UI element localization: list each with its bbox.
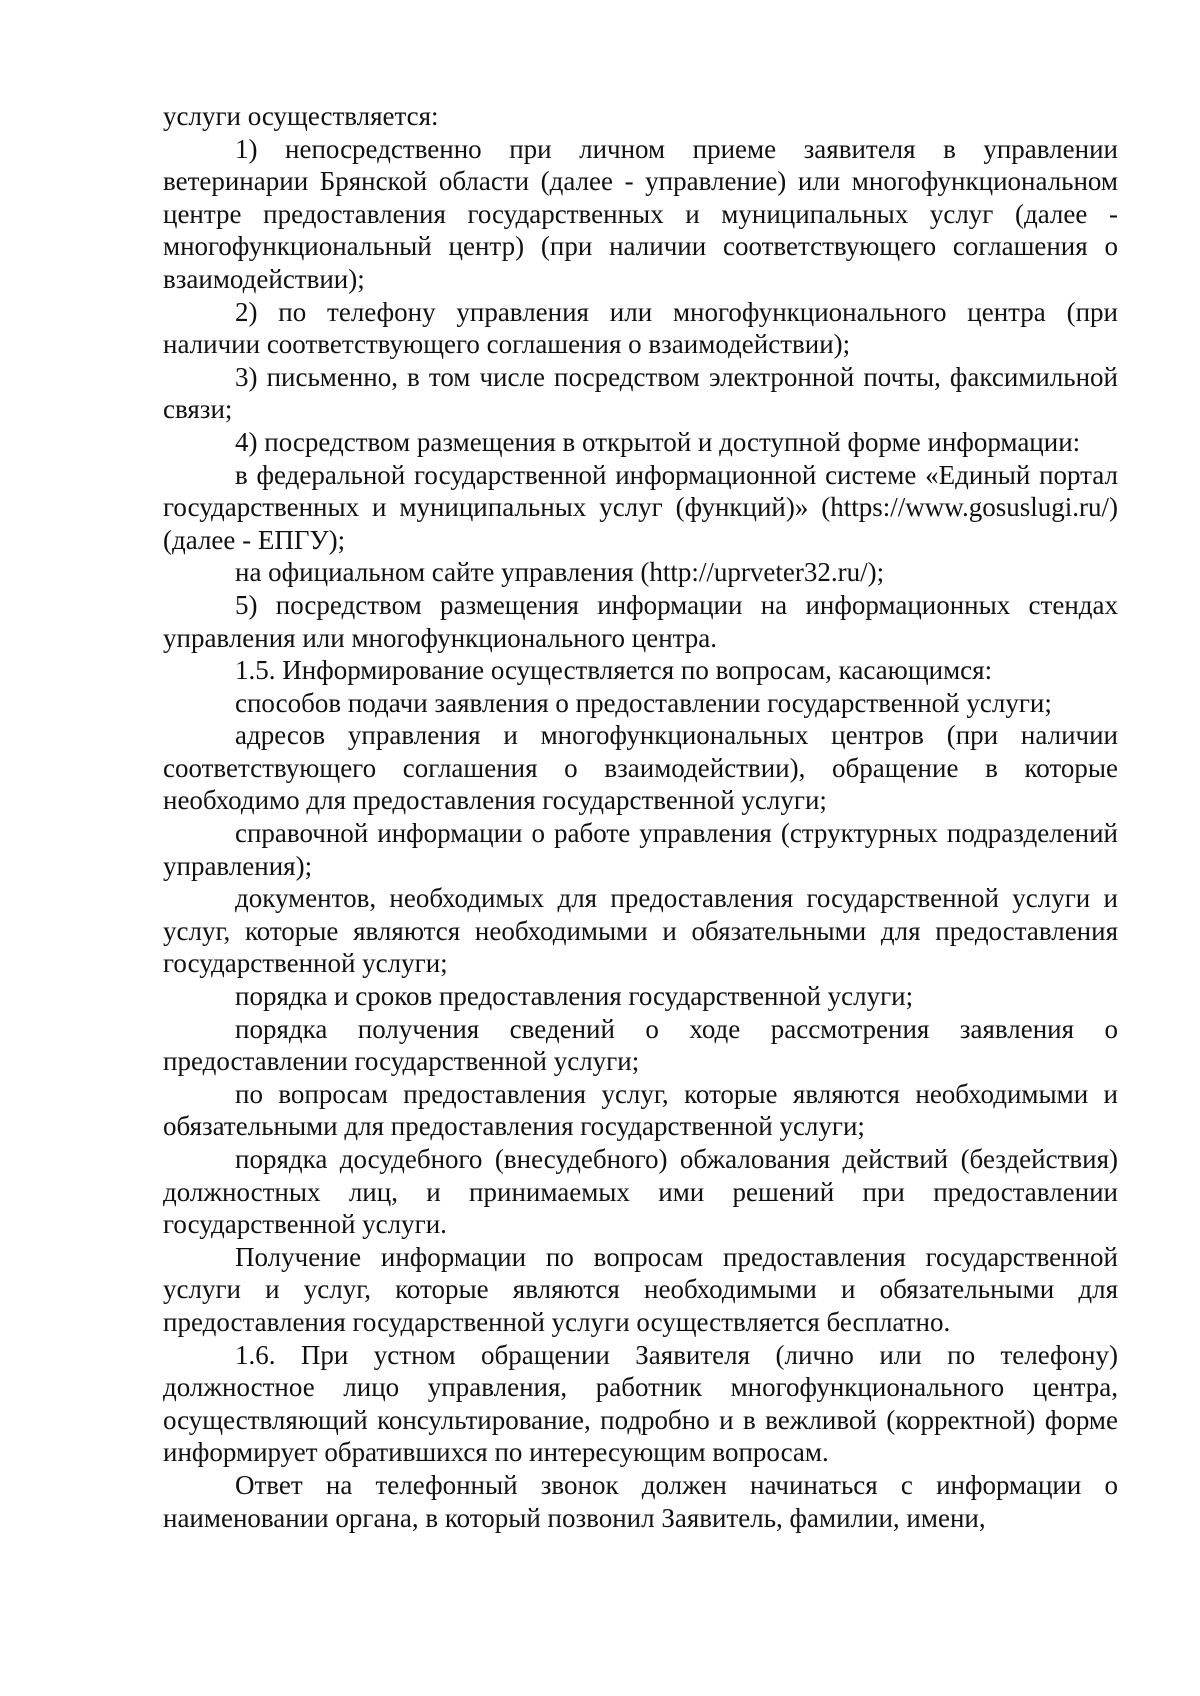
paragraph-submission-methods: способов подачи заявления о предоставлении государственной услуги;: [235, 687, 1052, 718]
paragraph-intro: услуги осуществляется:: [163, 101, 439, 131]
paragraph-mandatory-services: по вопросам предоставления услуг, которые являются необходимыми и обязательными для предоставления государственной услуги;: [163, 1078, 1118, 1142]
paragraph-item-2: 2) по телефону управления или многофункционального центра (при наличии соответствующего соглашения о взаимодействии);: [163, 296, 1118, 360]
paragraph-item-1: 1) непосредственно при личном приеме заявителя в управлении ветеринарии Брянской области (далее - управление) или многофункциональном центре предоставления государственных и муниципальных услуг (далее - многофункциональный центр) (при наличии соответствующего соглашения о взаимодействии);: [163, 133, 1118, 294]
paragraph-documents: документов, необходимых для предоставления государственной услуги и услуг, которые являются необходимыми и обязательными для предоставления государственной услуги;: [163, 883, 1118, 979]
paragraph-addresses: адресов управления и многофункциональных центров (при наличии соответствующего соглашения о взаимодействии), обращение в которые необходимо для предоставления государственной услуги;: [163, 720, 1118, 816]
paragraph-section-1-5: 1.5. Информирование осуществляется по вопросам, касающимся:: [235, 655, 993, 686]
paragraph-item-4: 4) посредством размещения в открытой и доступной форме информации:: [235, 426, 1081, 457]
paragraph-phone-answer: Ответ на телефонный звонок должен начинаться с информации о наименовании органа, в который позвонил Заявитель, фамилии, имени,: [163, 1469, 1118, 1533]
paragraph-section-1-6: 1.6. При устном обращении Заявителя (лично или по телефону) должностное лицо управления, работник многофункционального центра, осуществляющий консультирование, подробно и в вежливой (корректной) форме информирует обратившихся по интересующим вопросам.: [163, 1339, 1118, 1468]
paragraph-reference-info: справочной информации о работе управления (структурных подразделений управления);: [163, 818, 1118, 881]
document-page: [163, 100, 1118, 1660]
paragraph-procedure-terms: порядка и сроков предоставления государственной услуги;: [235, 981, 914, 1012]
paragraph-item-5: 5) посредством размещения информации на информационных стендах управления или многофункционального центра.: [163, 589, 1118, 653]
paragraph-free-info: Получение информации по вопросам предоставления государственной услуги и услуг, которые являются необходимыми и обязательными для предоставления государственной услуги осуществляется бесплатно.: [163, 1241, 1118, 1337]
paragraph-epgu: в федеральной государственной информационной системе «Единый портал государственных и муниципальных услуг (функций)» (https://www.gosuslugi.ru/) (далее - ЕПГУ);: [163, 459, 1118, 555]
paragraph-appeal-procedure: порядка досудебного (внесудебного) обжалования действий (бездействия) должностных лиц, и принимаемых ими решений при предоставлении государственной услуги.: [163, 1144, 1118, 1240]
paragraph-official-site: на официальном сайте управления (http://uprveter32.ru/);: [235, 557, 885, 588]
paragraph-progress-info: порядка получения сведений о ходе рассмотрения заявления о предоставлении государственной услуги;: [163, 1013, 1118, 1077]
paragraph-item-3: 3) письменно, в том числе посредством электронной почты, факсимильной связи;: [163, 361, 1118, 425]
